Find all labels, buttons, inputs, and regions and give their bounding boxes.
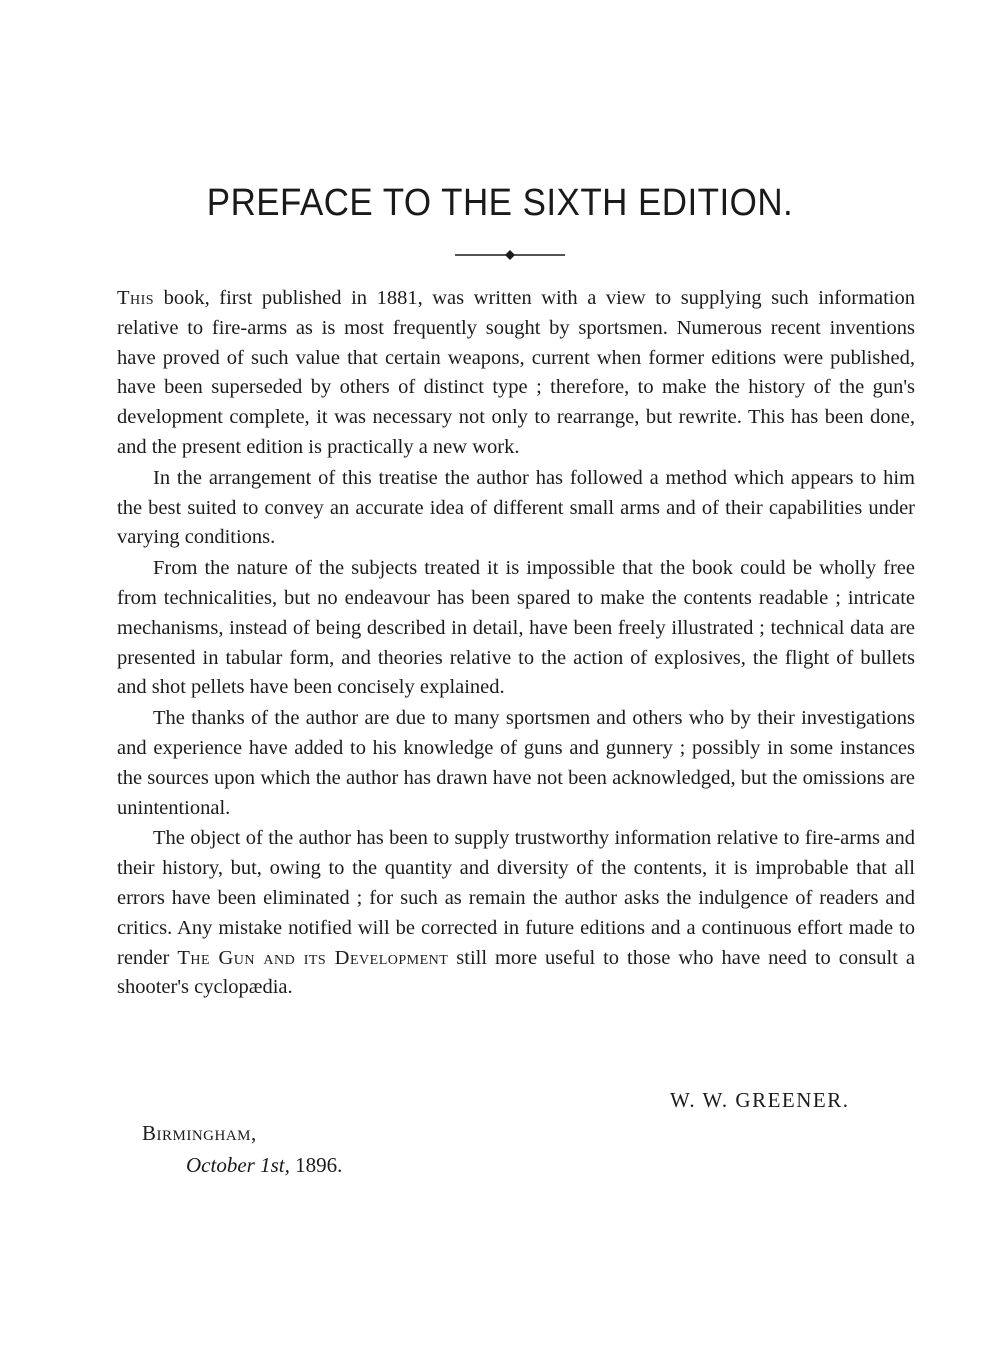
date-month: October 1st,: [186, 1153, 290, 1177]
paragraph-1: [117, 284, 915, 463]
paragraph-4: The thanks of the author are due to many sportsmen and others who by their investigations and experience have added to his knowledge of guns and gunnery ; possibly in some instances the sources upon which the author has drawn have not been acknowledged, but the omissions are unintentional.: [117, 707, 915, 819]
diamond-rule-ornament-icon: [455, 248, 565, 262]
place-line: Birmingham,: [142, 1121, 257, 1145]
paragraph-5: [117, 824, 915, 1003]
paragraph-2: In the arrangement of this treatise the author has followed a method which appears to him the best suited to convey an accurate idea of different small arms and of their capabilities under varying conditions.: [117, 466, 915, 549]
paragraph-5-text-b: still more useful to those who have need to consult a shooter's cyclopædia.: [117, 946, 915, 999]
page-title: PREFACE TO THE SIXTH EDITION.: [206, 182, 794, 224]
date-year: 1896.: [295, 1153, 343, 1177]
paragraph-1-text: book, first published in 1881, was written with a view to supplying such information relative to fire-arms as is most frequently sought by sportsmen. Numerous recent inventions have proved of such value that certain weapons, current when former editions were published, have been superseded by others of distinct type ; therefore, to make the history of the gun's development complete, it was necessary not only to rearrange, but rewrite. This has been done, and the present edition is practically a new work.: [117, 287, 915, 458]
paragraph-3: From the nature of the subjects treated it is impossible that the book could be wholly free from technicalities, but no endeavour has been spared to make the contents readable ; intricate mechanisms, instead of being described in detail, have been freely illustrated ; technical data are presented in tabular form, and theories relative to the action of explosives, the flight of bullets and shot pellets have been concisely explained.: [117, 557, 915, 699]
preface-body: [117, 284, 915, 1004]
paragraph-lead-word: This: [117, 287, 155, 309]
author-signature: W. W. GREENER.: [670, 1088, 850, 1112]
date-line: [186, 1153, 342, 1178]
book-title: The Gun and its Development: [177, 946, 449, 969]
paragraph-5-text-a: The object of the author has been to supply trustworthy information relative to fire-arms and their history, but, owing to the quantity and diversity of the contents, it is improbable that all errors have been eliminated ; for such as remain the author asks the indulgence of readers and critics. Any mistake notified will be corrected in future editions and a continuous effort made to render: [117, 827, 915, 969]
